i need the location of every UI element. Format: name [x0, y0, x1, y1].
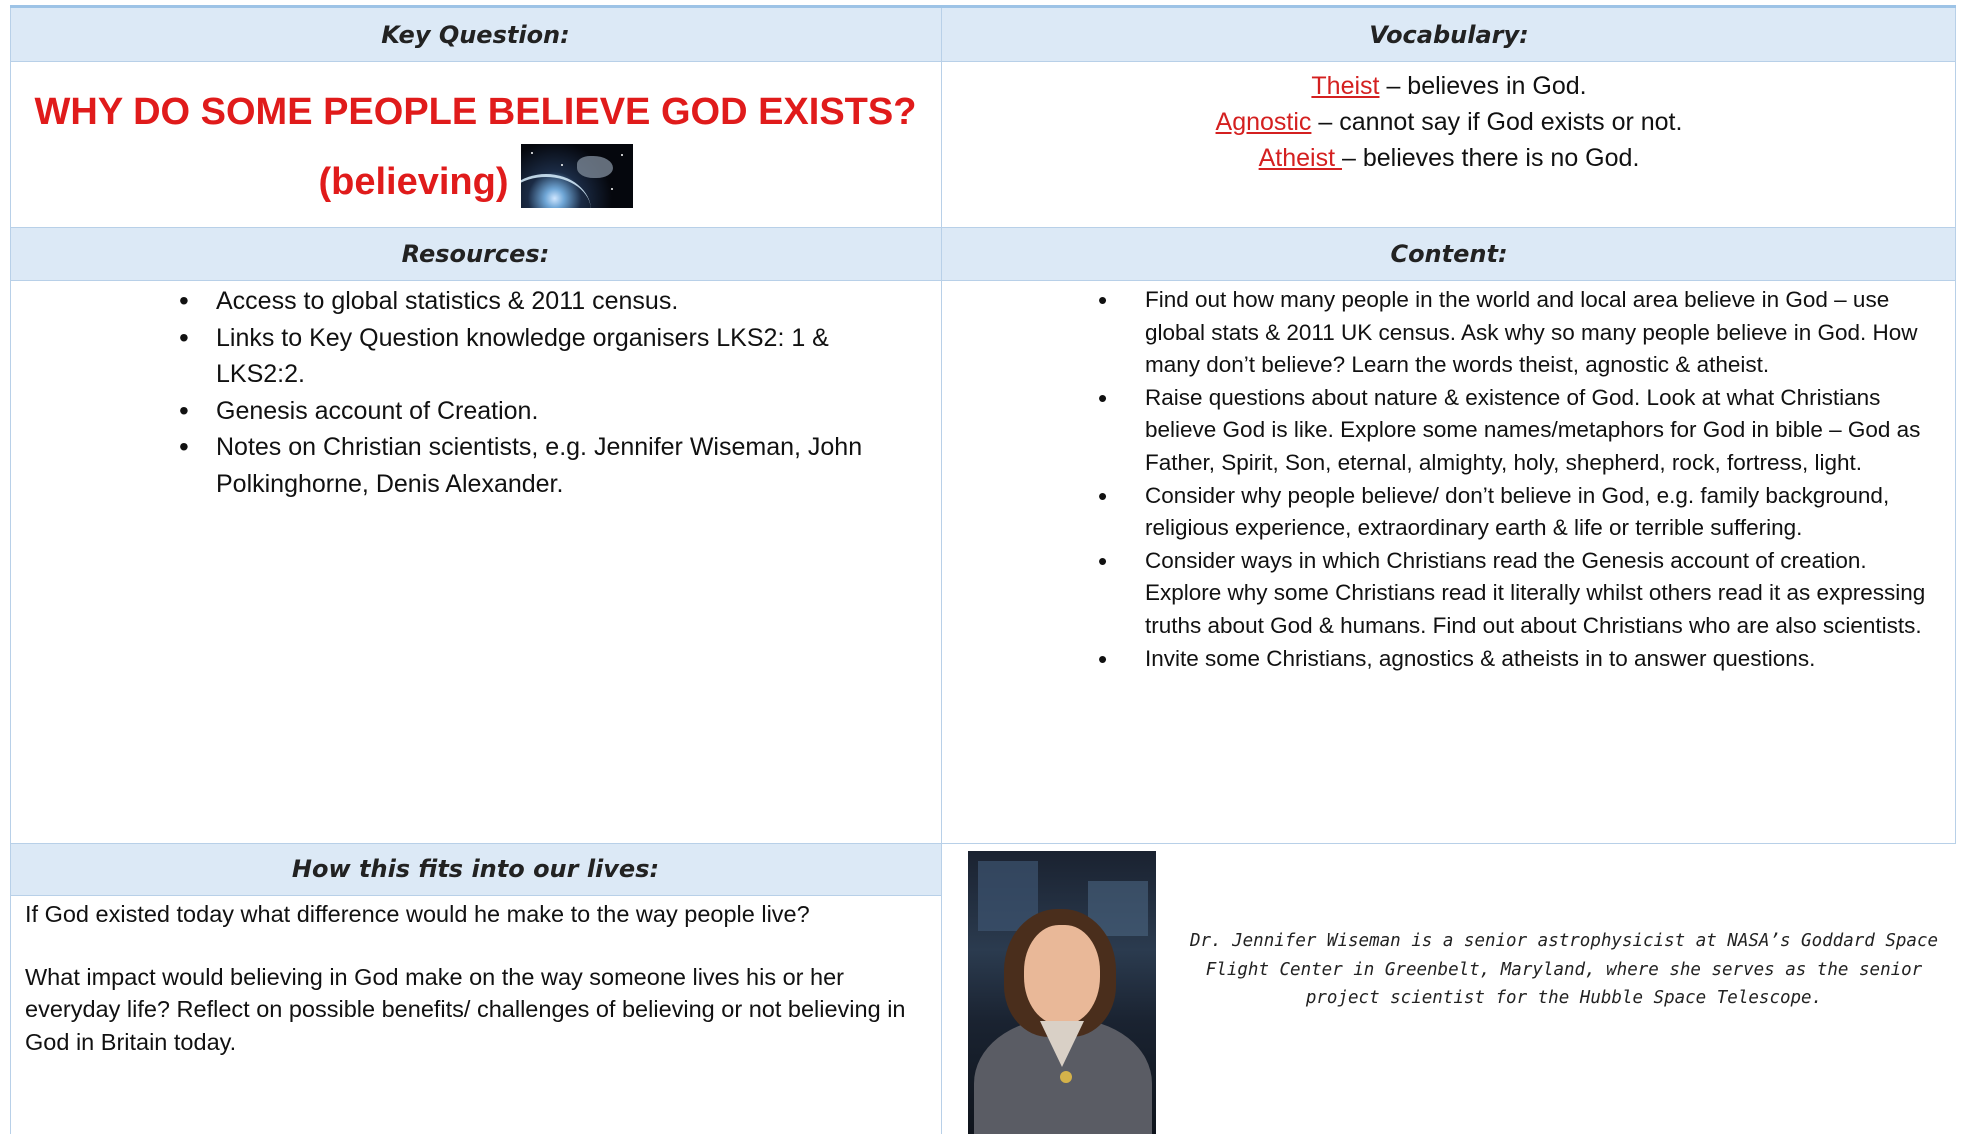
resources-header: Resources: [10, 228, 941, 280]
lives-paragraph: What impact would believing in God make on the way someone lives his or her everyday life? Reflect on possible benefits/ challenges of believing or not believing in God in Britain today. [25, 963, 906, 1055]
list-item: • Raise questions about nature & existence of God. Look at what Christians believe God is like. Explore some names/metaphors for God in bible – God as Father, Spirit, Son, eternal, almighty, holy, shepherd, rock, fortress, light. [10, 382, 1956, 480]
key-question-cell [10, 62, 941, 227]
key-question-header: Key Question: [10, 8, 941, 61]
divider [10, 227, 1956, 228]
vocabulary-cell [942, 62, 1956, 227]
vocab-item-theist [942, 68, 1956, 104]
earth-from-space-image [521, 144, 633, 208]
list-item: • Consider ways in which Christians read the Genesis account of creation. Explore why some Christians read it literally whilst others read it as expressing truths about God & humans. Find out about Christians who are also scientists. [10, 545, 1956, 643]
vocab-item-atheist [942, 140, 1956, 176]
knowledge-organiser [10, 5, 1956, 1134]
list-item: • Links to Key Question knowledge organisers LKS2: 1 & LKS2:2. [10, 320, 941, 393]
vocab-term: Theist [1311, 72, 1380, 100]
divider [10, 61, 1956, 62]
list-item: • Genesis account of Creation. [10, 393, 941, 430]
photo-caption: Dr. Jennifer Wiseman is a senior astrophysicist at NASA’s Goddard Space Flight Center in Greenbelt, Maryland, where she serves as the senior project scientist for the Hubble Space Telescope. [1189, 931, 1939, 1008]
lives-paragraph: If God existed today what difference would he make to the way people live? [25, 901, 810, 927]
lives-cell [10, 898, 941, 1134]
vocab-term: Atheist [1258, 144, 1342, 172]
content-cell [10, 284, 1956, 844]
content-header: Content: [942, 228, 1956, 280]
divider [1955, 8, 1956, 844]
lives-header: How this fits into our lives: [10, 843, 941, 895]
vocab-item-agnostic [942, 104, 1956, 140]
divider [10, 843, 1956, 844]
portrait-photo [968, 851, 1156, 1134]
list-item: • Notes on Christian scientists, e.g. Jennifer Wiseman, John Polkinghorne, Denis Alexander. [10, 429, 941, 502]
list-item: • Consider why people believe/ don’t believe in God, e.g. family background, religious experience, extraordinary earth & life or terrible suffering. [10, 480, 1956, 545]
list-item: • Access to global statistics & 2011 census. [10, 283, 941, 320]
divider [941, 8, 942, 1134]
divider [10, 280, 1956, 281]
vocab-definition: – cannot say if God exists or not. [1311, 108, 1683, 136]
vocab-definition: – believes there is no God. [1341, 144, 1640, 172]
key-question-subtitle: (believing) [318, 160, 509, 203]
vocab-term: Agnostic [1215, 108, 1312, 136]
vocab-definition: – believes in God. [1379, 72, 1587, 100]
divider [10, 895, 941, 896]
list-item: • Invite some Christians, agnostics & atheists in to answer questions. [10, 643, 1956, 676]
vocabulary-header: Vocabulary: [942, 8, 1956, 61]
key-question-title: WHY DO SOME PEOPLE BELIEVE GOD EXISTS? [34, 91, 917, 133]
list-item: • Find out how many people in the world and local area believe in God – use global stats & 2011 UK census. Ask why so many people believe in God. How many don’t believe? Learn the words theist, agnostic & atheist. [10, 284, 1956, 382]
content-list [10, 284, 1956, 675]
divider [10, 8, 11, 1134]
